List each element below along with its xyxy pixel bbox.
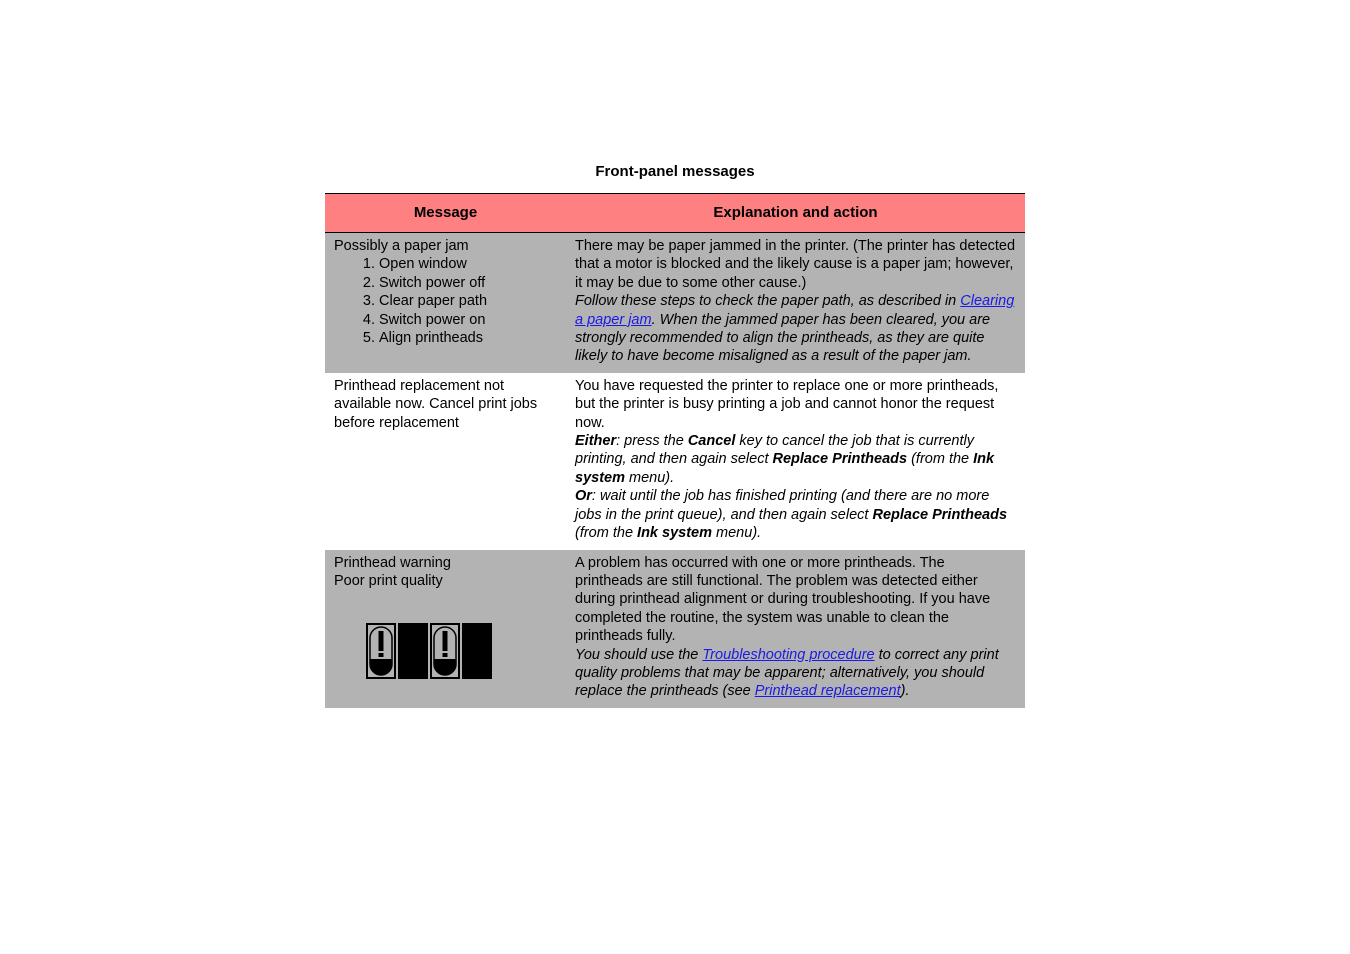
or-action	[575, 487, 1016, 542]
list-item: 2. Switch power off	[379, 274, 557, 292]
message-cell	[325, 233, 566, 373]
troubleshooting-procedure-link[interactable]: Troubleshooting procedure	[702, 646, 875, 663]
table-row	[325, 233, 1025, 373]
steps-list	[334, 255, 557, 347]
list-item: 1. Open window	[379, 255, 557, 273]
page-title: Front-panel messages	[595, 163, 755, 180]
either-label: Either	[575, 433, 617, 450]
explanation-text: You have requested the printer to replace one or more printheads, but the printer is busy printing a job and cannot honor the request now.	[575, 377, 999, 431]
explanation-text: There may be paper jammed in the printer. (The printer has detected that a motor is blocked and the likely cause is a paper jam; however, it may be due to some other cause.)	[575, 238, 1016, 291]
either-text: (from the	[907, 451, 974, 468]
list-item: 4. Switch power on	[379, 311, 557, 329]
header-message: Message	[325, 194, 566, 233]
or-text: (from the	[575, 525, 638, 542]
or-text: : wait until the job has finished printing (and there are no more jobs in the print queue), and then again select	[575, 488, 990, 523]
action-text-pre: You should use the	[575, 646, 703, 663]
message-text: Printhead replacement not available now. Cancel print jobs before replacement	[334, 377, 538, 431]
message-text: Poor print quality	[334, 572, 443, 589]
front-panel-messages-table	[325, 193, 1025, 708]
clearing-paper-jam-link[interactable]: Clearing a paper jam	[575, 293, 1015, 328]
warning-printhead-icon	[430, 623, 460, 679]
header-explanation: Explanation and action	[566, 194, 1025, 233]
action-text	[575, 646, 1016, 701]
action-text-pre: Follow these steps to check the paper path, as described in	[575, 293, 961, 310]
solid-printhead-icon	[398, 623, 428, 679]
table-row	[325, 373, 1025, 550]
ink-system-label: Ink system	[637, 525, 713, 542]
action-text-post: ).	[900, 683, 910, 700]
action-text-mid: to correct any print quality problems that may be apparent; alternatively, you should replace the printheads (see	[575, 646, 999, 700]
either-text: menu).	[624, 469, 675, 486]
replace-printheads-label: Replace Printheads	[772, 451, 908, 468]
printhead-replacement-link[interactable]: Printhead replacement	[754, 683, 901, 700]
list-item: 5. Align printheads	[379, 329, 557, 347]
replace-printheads-label: Replace Printheads	[872, 506, 1008, 523]
message-text: Printhead warning	[334, 554, 451, 571]
cancel-key-label: Cancel	[687, 433, 736, 450]
or-label: Or	[575, 488, 592, 505]
explanation-cell	[566, 233, 1025, 373]
message-cell	[325, 550, 566, 708]
solid-printhead-icon	[462, 623, 492, 679]
either-text: key to cancel the job that is currently printing, and then again select	[575, 433, 974, 468]
explanation-cell	[566, 550, 1025, 708]
message-text: Possibly a paper jam	[334, 238, 469, 254]
list-item: 3. Clear paper path	[379, 292, 557, 310]
ink-system-label: Ink system	[575, 451, 995, 486]
table-row	[325, 550, 1025, 708]
front-panel-icons	[366, 623, 557, 679]
table-header-row	[325, 194, 1025, 233]
action-text	[575, 292, 1016, 366]
explanation-cell	[566, 373, 1025, 550]
action-text-post: . When the jammed paper has been cleared, you are strongly recommended to align the printheads, as they are quite likely to have become misaligned as a result of the paper jam.	[575, 311, 991, 365]
or-text: menu).	[712, 525, 762, 542]
message-cell	[325, 373, 566, 550]
explanation-text: A problem has occurred with one or more printheads. The printheads are still functional. The problem was detected either during printhead alignment or during troubleshooting. If you have completed the routine, the system was unable to clean the printheads fully.	[575, 554, 991, 645]
either-action	[575, 432, 1016, 487]
either-text: : press the	[616, 433, 688, 450]
warning-printhead-icon	[366, 623, 396, 679]
